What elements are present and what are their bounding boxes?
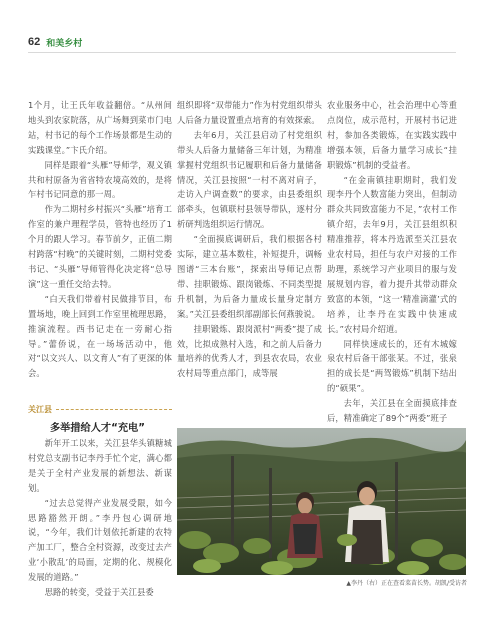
paragraph: “过去总觉得产业发展受限，如今思路豁然开朗。”李丹包心调研地说，“今年，我们计划依托新建的农特产加工厂，整合全村资源，改变过去产业‘小散乱’的局面，定期的化、规模化发展的道路。” — [28, 497, 172, 583]
paragraph: 新年开工以来，关江县华头镇糖城村党总支副书记李丹手忙个定，满心都是关于全村产业发展的新想法、新谋划。 — [28, 438, 172, 493]
header-divider — [28, 52, 456, 53]
paragraph: 作为二期村乡村振兴“头雁”培育工作室的兼户理程学员，管特也经历了1个月的跟人学习。春节前夕，正值二期村跨落“村晚”的关键时刻，二期村党委书记、“头雁”导师管得化决定将“总导演”这一重任交给去特。 — [28, 204, 172, 289]
magazine-name: 和美乡村 — [46, 38, 83, 49]
section-location-label: 关江县 — [28, 404, 52, 414]
paragraph: “在金南镇挂职期时，我们发现李丹个人数富能力突出，但制动群众共同致富能力不足，”农村工作镇介绍，去年9月，关江县组织积精准推荐，将本丹选派至关江县农业农村局，担任与农户对接的工作助理，系统学习产业项目的服与发展规划内容，着力提升其带动群众致富的本领，“这一‘精准滴灌’式的培养，让李丹在实践中快速成长。”农村局介绍道。 — [327, 174, 457, 334]
paragraph: 思路的转变，受益于关江县委 — [44, 587, 154, 598]
paragraph: 同样是跟着“头雁”导师学，观义镇共和村原备为省省特农境高效的，是将乍村书记同意的那一周。 — [28, 159, 172, 200]
paragraph: 组织即将“双带能力”作为村党组织带头人后备力量设置重点培育的有效探索。 — [177, 100, 322, 125]
article-column-1-continued — [28, 436, 172, 600]
field-photo — [177, 428, 466, 575]
paragraph: 挂职锻炼、跟岗派村“两委”提了成效，比拟成熟村入选，和之前人后备力量培养的优秀人才，到县农农局，农业农村局等重点部门，成等展 — [177, 323, 322, 379]
photo-caption: ▲李丹（右）正在查看菜苗长势。胡凯/受访者 — [346, 580, 467, 587]
section-subheading: 多举措给人才“充电” — [50, 423, 145, 434]
article-column-2 — [177, 98, 322, 381]
section-divider — [56, 409, 172, 410]
paragraph: 同样快速成长的，还有木城嫁泉农村后备干部张某。不过，张泉担的成长是“两驾锻炼”机制下结出的“硕果”。 — [327, 338, 457, 394]
paragraph: 去年，关江县在全面摸底排查后，精准确定了89个“两委”班子 — [327, 398, 457, 424]
article-column-1 — [28, 98, 172, 381]
paragraph: “全面摸底调研后，我们根据各村实际，建立基本数柱，补短提升，调畅图谱“三本台账”，探索出导师记点帮带、挂职锻炼、跟岗锻炼、不同类型提升机制，为后备力量成长量身定制方案。”关江县委组织部副部长何燕骏说。 — [177, 234, 322, 319]
paragraph: 农业服务中心，社会治理中心等重点岗位，成示范村，开展村书记进村，参加各类锻炼，在实践实践中增强本领，后备力量学习成长“挂职锻炼”机制的受益者。 — [327, 100, 457, 170]
page-number: 62 — [28, 36, 41, 48]
paragraph: 去年6月，关江县启动了村党组织带头人后备力量储备三年计划，为精准掌握村党组织书记履职和后备力量储备情况，关江县按照“一村不离对肩子，走访入户调查数”的要求，由县委组织部牵头，包镇联村县领导带队，逐村分析研判选组织运行情况。 — [177, 129, 322, 230]
field-photo-illustration — [177, 428, 466, 575]
paragraph: 1个月，让王氏年收益翻倍。“从州间地头到农家院落，从广场舞到菜市门电站，村书记的每个工作场景都是生动的实践课堂。”卞氏介绍。 — [28, 100, 172, 155]
article-column-3 — [327, 98, 457, 426]
section-label — [28, 402, 172, 416]
paragraph: “白天我们带着村民做排节目，布置场地，晚上回到工作室里梳理思路，推演流程。西书记走在一旁耐心指导。”蕾侨说，在一场场活动中，他对“以文兴人、以文育人”有了更深的体会。 — [28, 293, 172, 379]
page-header — [28, 34, 82, 50]
